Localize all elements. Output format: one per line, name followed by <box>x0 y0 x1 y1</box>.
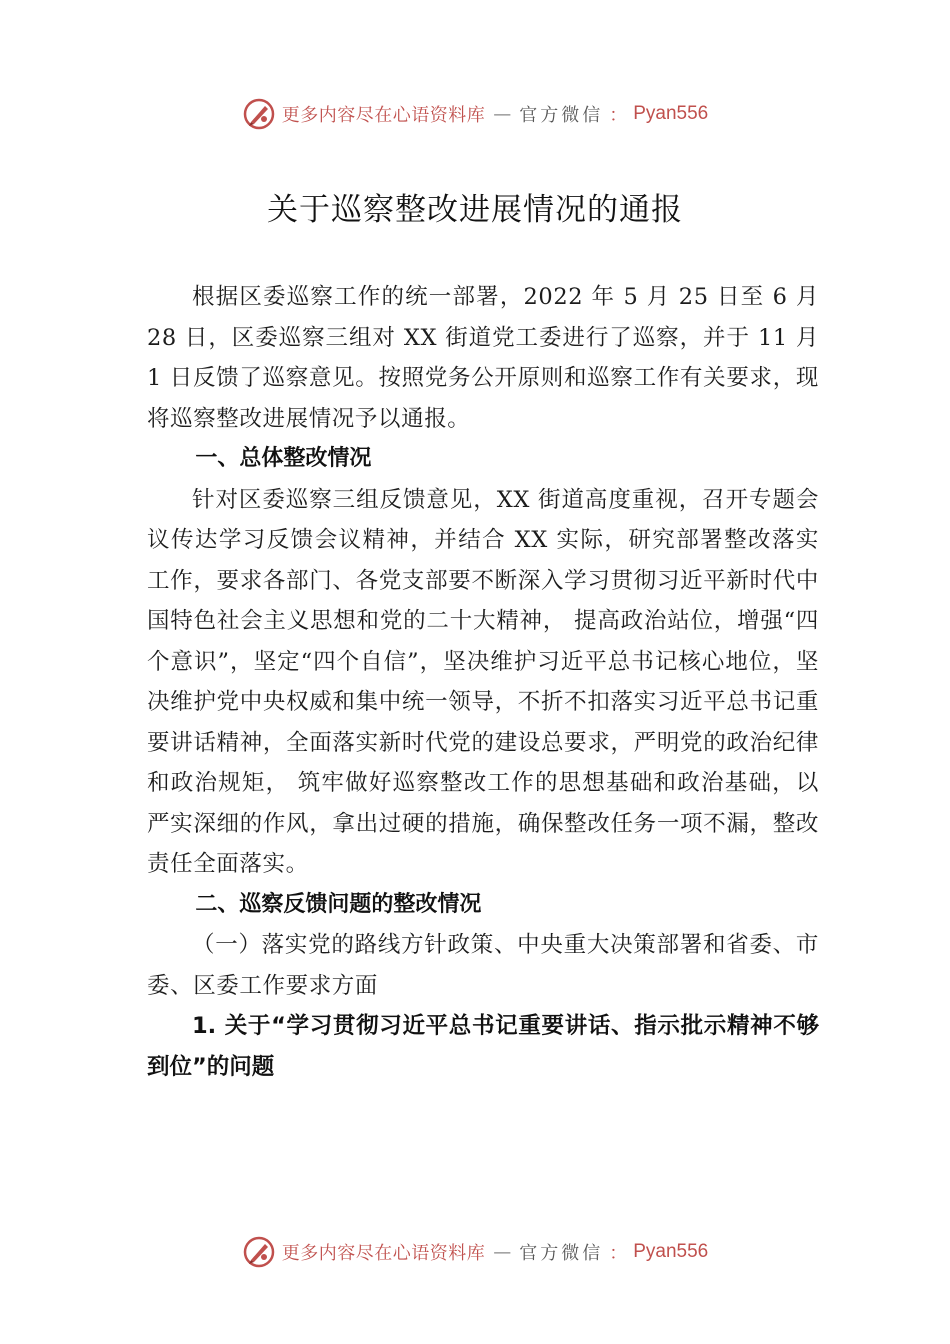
intro-paragraph: 根据区委巡察工作的统一部署，2022 年 5 月 25 日至 6 月 28 日，区委巡察三组对 XX 街道党工委进行了巡察，并于 11 月 1 日反馈了巡察意见。按照党务公开原则和巡察工作有关要求，现将巡察整改进展情况予以通报。 <box>147 284 819 432</box>
banner-colon: ： <box>609 105 628 126</box>
banner-separator: — <box>493 1241 512 1263</box>
section2-heading: 二、巡察反馈问题的整改情况 <box>195 891 482 917</box>
banner-brand: 更多内容尽在心语资料库 <box>281 1243 486 1264</box>
subsection1-heading: （一）落实党的路线方针政策、中央重大决策部署和省委、市委、区委工作要求方面 <box>147 932 819 999</box>
header-banner <box>0 94 950 134</box>
banner-wechat-id: Pyan556 <box>633 103 709 124</box>
pen-logo-icon <box>242 97 276 131</box>
document-body <box>147 277 819 1087</box>
item1-heading: 1. 关于“学习贯彻习近平总书记重要讲话、指示批示精神不够到位”的问题 <box>147 1013 819 1080</box>
banner-wechat-id: Pyan556 <box>633 1241 709 1262</box>
section1-paragraph: 针对区委巡察三组反馈意见，XX 街道高度重视，召开专题会议传达学习反馈会议精神，并结合 XX 实际，研究部署整改落实工作，要求各部门、各党支部要不断深入学习贯彻习近平新时代中国特色社会主义思想和党的二十大精神， 提高政治站位，增强“四个意识”，坚定“四个自信”，坚决维护习近平总书记核心地位，坚决维护党中央权威和集中统一领导，不折不扣落实习近平总书记重要讲话精神，全面落实新时代党的建设总要求，严明党的政治纪律和政治规矩， 筑牢做好巡察整改工作的思想基础和政治基础，以严实深细的作风，拿出过硬的措施，确保整改任务一项不漏，整改责任全面落实。 <box>147 486 819 877</box>
section1-heading: 一、总体整改情况 <box>195 446 372 471</box>
banner-separator: — <box>493 103 512 125</box>
document-title: 关于巡察整改进展情况的通报 <box>267 192 683 228</box>
pen-logo-icon <box>242 1235 276 1269</box>
banner-wechat-label: 官方微信 <box>519 1243 604 1264</box>
banner-colon: ： <box>609 1243 628 1264</box>
banner-wechat-label: 官方微信 <box>519 105 604 126</box>
banner-brand: 更多内容尽在心语资料库 <box>281 105 486 126</box>
footer-banner <box>0 1232 950 1272</box>
